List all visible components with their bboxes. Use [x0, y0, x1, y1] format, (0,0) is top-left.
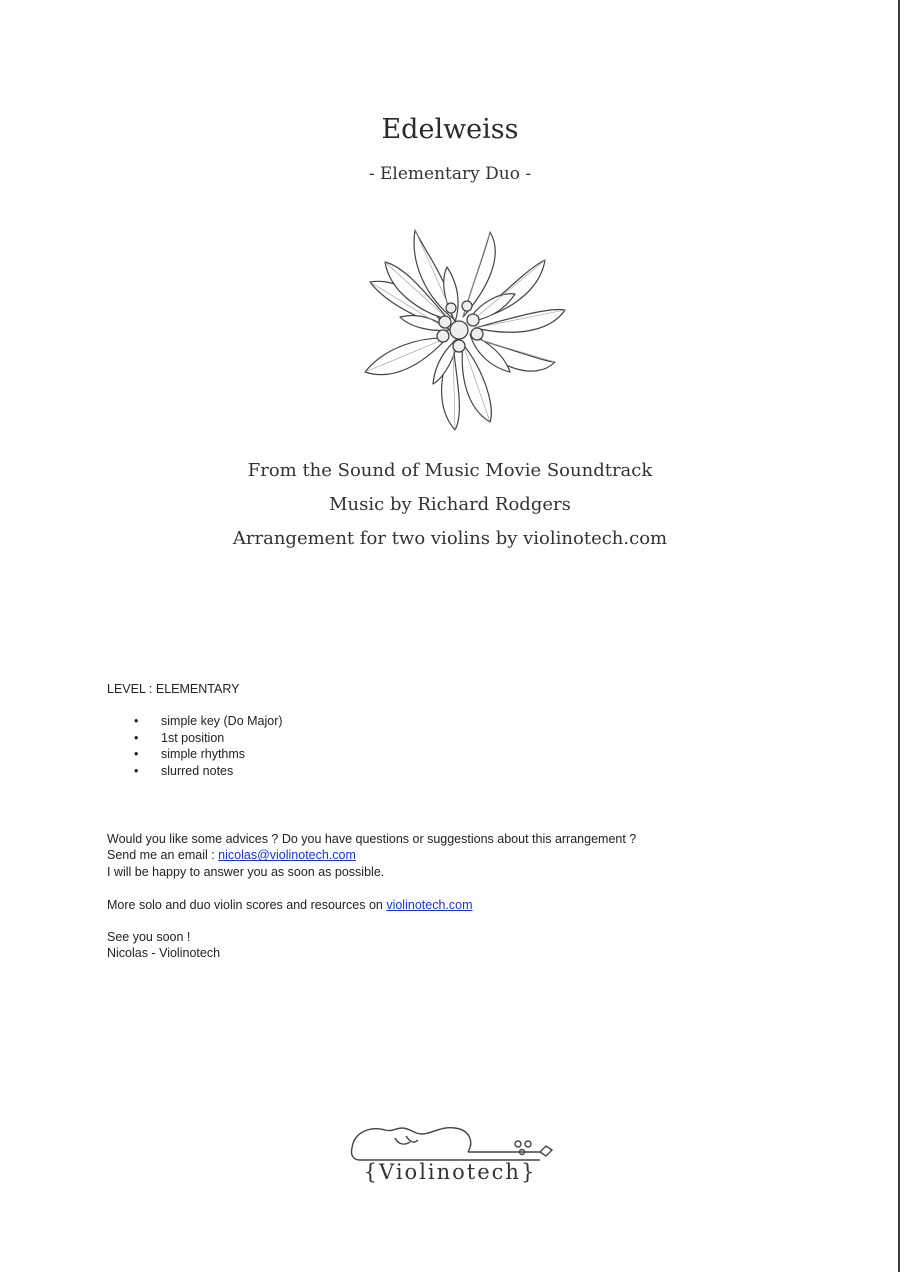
- list-item: • simple key (Do Major): [134, 714, 283, 728]
- list-item: • simple rhythms: [134, 747, 246, 762]
- credits: [0, 456, 900, 558]
- contact-email-line: Send me an email : nicolas@violinotech.com: [107, 848, 356, 863]
- signoff-name: Nicolas - Violinotech: [107, 946, 221, 961]
- credits-composer: Music by Richard Rodgers: [329, 494, 571, 515]
- contact-question: Would you like some advices ? Do you have questions or suggestions about this arrangement ?: [107, 832, 637, 846]
- contact-paragraph: [107, 831, 636, 880]
- email-link[interactable]: nicolas@violinotech.com: [218, 848, 356, 863]
- bullet-icon: •: [134, 747, 139, 762]
- level-features: [107, 713, 283, 780]
- list-item: • slurred notes: [134, 764, 234, 779]
- signoff-paragraph: [107, 929, 220, 962]
- level-heading: LEVEL : ELEMENTARY: [107, 682, 240, 696]
- signoff-greeting: See you soon !: [107, 930, 191, 944]
- more-paragraph: More solo and duo violin scores and resources on violinotech.com: [107, 898, 473, 912]
- bullet-icon: •: [134, 764, 139, 779]
- list-item: • 1st position: [134, 730, 225, 745]
- bullet-icon: •: [134, 730, 139, 745]
- page-title: Edelweiss: [381, 114, 519, 145]
- credits-source: From the Sound of Music Movie Soundtrack: [247, 460, 653, 481]
- logo-text: {Violinotech}: [363, 1160, 537, 1184]
- contact-happy: I will be happy to answer you as soon as possible.: [107, 864, 385, 879]
- website-link[interactable]: violinotech.com: [386, 898, 473, 912]
- page-subtitle: - Elementary Duo -: [368, 164, 532, 184]
- bullet-icon: •: [134, 714, 139, 728]
- edelweiss-flower-icon: [355, 222, 575, 437]
- credits-arranger: Arrangement for two violins by violinotech.com: [232, 528, 668, 549]
